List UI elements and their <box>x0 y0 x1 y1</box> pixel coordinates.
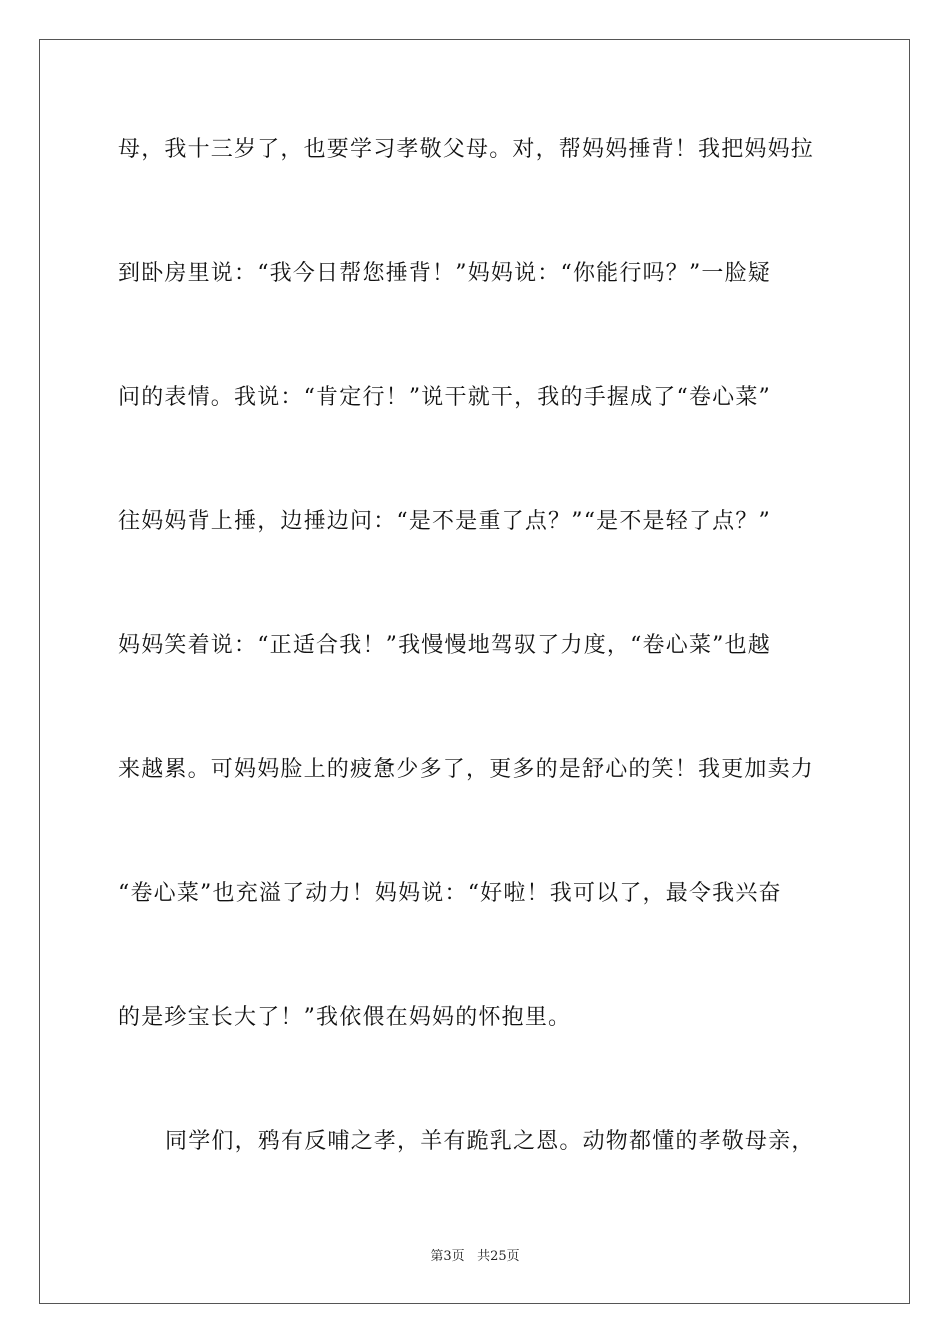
document-body <box>118 128 838 1244</box>
page-number: 第3页 <box>430 1249 465 1264</box>
paragraph-line: 来越累。可妈妈脸上的疲惫少多了，更多的是舒心的笑！我更加卖力 <box>118 757 815 782</box>
paragraph-line: “卷心菜”也充溢了动力！妈妈说：“好啦！我可以了，最令我兴奋 <box>118 881 782 906</box>
paragraph-line: 往妈妈背上捶，边捶边问：“是不是重了点？”“是不是轻了点？” <box>118 509 771 534</box>
paragraph-line: 到卧房里说：“我今日帮您捶背！”妈妈说：“你能行吗？”一脸疑 <box>118 261 771 286</box>
paragraph-line: 同学们，鸦有反哺之孝，羊有跪乳之恩。动物都懂的孝敬母亲， <box>165 1129 815 1154</box>
paragraph-line: 的是珍宝长大了！”我依偎在妈妈的怀抱里。 <box>118 1005 572 1030</box>
paragraph-line: 母，我十三岁了，也要学习孝敬父母。对，帮妈妈捶背！我把妈妈拉 <box>118 137 815 162</box>
page-footer <box>0 1248 950 1266</box>
paragraph-line: 妈妈笑着说：“正适合我！”我慢慢地驾驭了力度，“卷心菜”也越 <box>118 633 771 658</box>
total-pages: 共25页 <box>477 1249 520 1264</box>
paragraph-line: 问的表情。我说：“肯定行！”说干就干，我的手握成了“卷心菜” <box>118 385 771 410</box>
